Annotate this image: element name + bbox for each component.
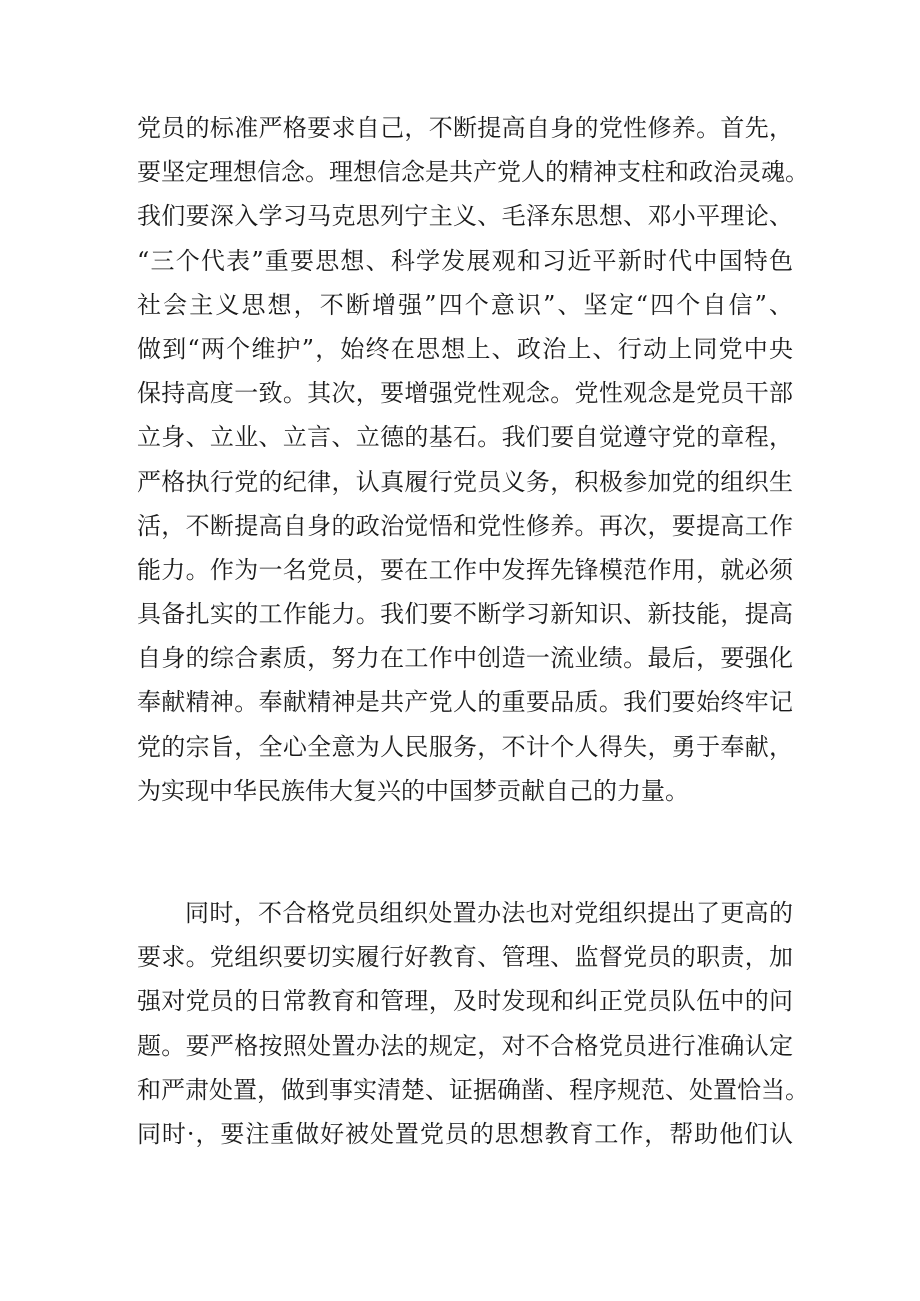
paragraph-2	[137, 891, 809, 1156]
paragraph-line: 保持高度一致。其次，要增强党性观念。党性观念是党员干部	[137, 379, 793, 408]
paragraph-line: 自身的综合素质，努力在工作中创造一流业绩。最后，要强化	[137, 644, 793, 673]
paragraph-line: 要求。党组织要切实履行好教育、管理、监督党员的职责，加	[137, 943, 793, 972]
paragraph-line: 我们要深入学习马克思列宁主义、毛泽东思想、邓小平理论、	[137, 202, 793, 231]
paragraph-line: 具备扎实的工作能力。我们要不断学习新知识、新技能，提高	[137, 600, 793, 629]
paragraph-line: 社会主义思想，不断增强”四个意识”、坚定“四个自信”、	[137, 290, 793, 319]
paragraph-line: 立身、立业、立言、立德的基石。我们要自觉遵守党的章程，	[137, 423, 793, 452]
paragraph-line: 奉献精神。奉献精神是共产党人的重要品质。我们要始终牢记	[137, 688, 793, 717]
paragraph-1	[137, 106, 809, 813]
paragraph-line: 为实现中华民族伟大复兴的中国梦贡献自己的力量。	[137, 776, 689, 805]
paragraph-line: 强对党员的日常教育和管理，及时发现和纠正党员队伍中的问	[137, 987, 793, 1016]
paragraph-line: 党员的标准严格要求自己，不断提高自身的党性修养。首先，	[137, 114, 793, 142]
paragraph-line: “三个代表”重要思想、科学发展观和习近平新时代中国特色	[137, 246, 793, 275]
paragraph-line: 同时，不合格党员组织处置办法也对党组织提出了更高的	[185, 899, 793, 927]
paragraph-line: 活，不断提高自身的政治觉悟和党性修养。再次，要提高工作	[137, 511, 793, 540]
paragraph-line: 题。要严格按照处置办法的规定，对不合格党员进行准确认定	[137, 1031, 793, 1060]
paragraph-line: 做到“两个维护”，始终在思想上、政治上、行动上同党中央	[137, 334, 793, 363]
paragraph-line: 和严肃处置，做到事实清楚、证据确凿、程序规范、处置恰当。	[137, 1075, 809, 1104]
paragraph-line: 党的宗旨，全心全意为人民服务，不计个人得失，勇于奉献，	[137, 732, 793, 761]
paragraph-line: 严格执行党的纪律，认真履行党员义务，积极参加党的组织生	[137, 467, 793, 496]
paragraph-line: 同时·，要注重做好被处置党员的思想教育工作，帮助他们认	[137, 1119, 793, 1148]
paragraph-line: 要坚定理想信念。理想信念是共产党人的精神支柱和政治灵魂。	[137, 158, 809, 187]
paragraph-line: 能力。作为一名党员，要在工作中发挥先锋模范作用，就必须	[137, 555, 793, 584]
